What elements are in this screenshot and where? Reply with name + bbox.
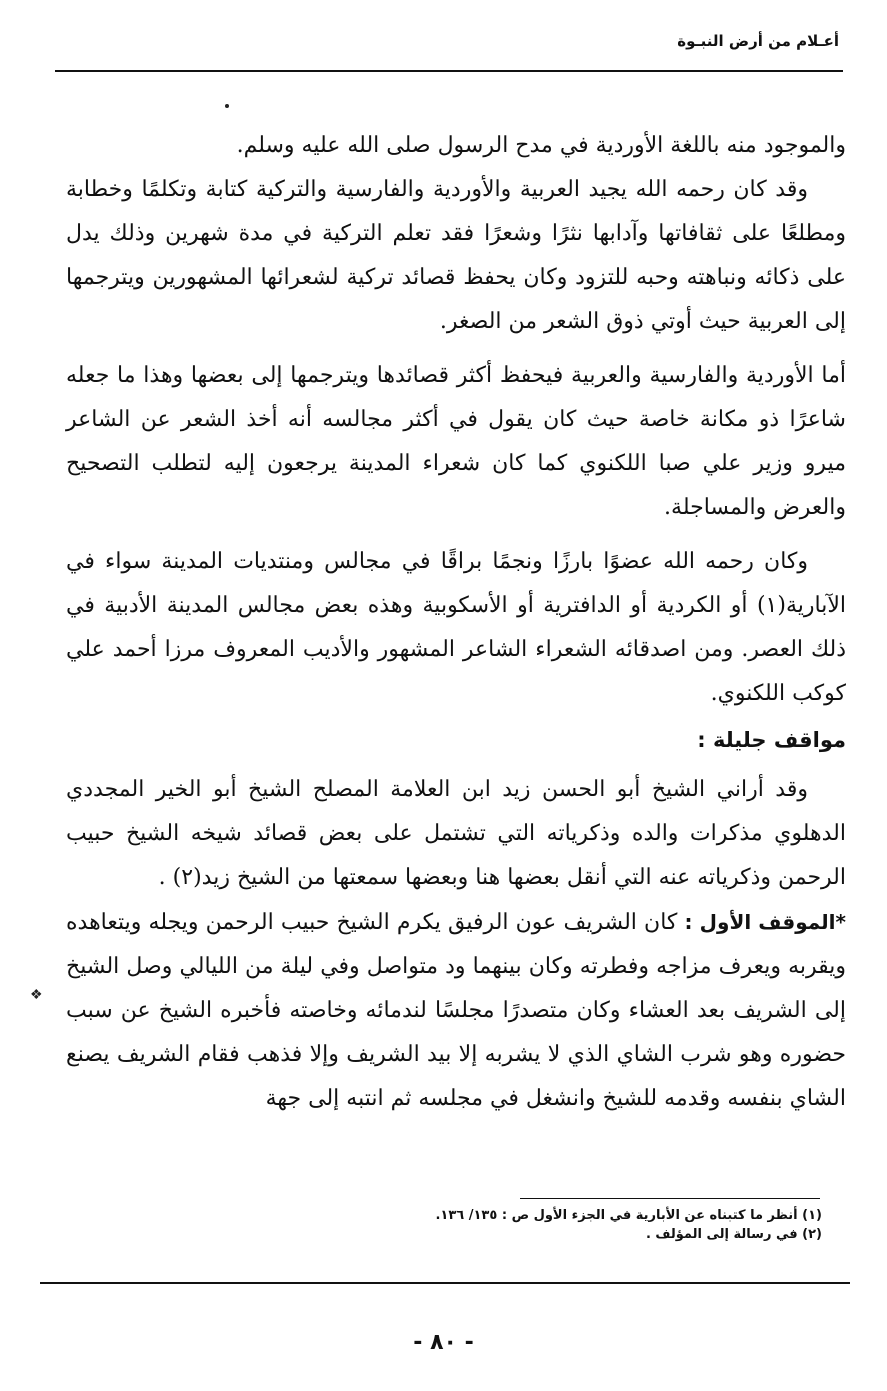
paragraph-2: وقد كان رحمه الله يجيد العربية والأوردية والفارسية والتركية كتابة وتكلمًا وخطابة ومطلعًا على ثقافاتها وآدابها نثرًا وشعرًا فقد تعلم التركية في مدة شهرين وذلك يدل على ذكائه ونباهته وحبه للتزود وكان يحفظ قصائد تركية لشعرائها المشهورين ويترجمها إلى العربية حيث أوتي ذوق الشعر من الصغر. [66, 177, 846, 334]
paragraph-3: أما الأوردية والفارسية والعربية فيحفظ أكثر قصائدها ويترجمها إلى بعضها وهذا ما جعله شاعرًا ذو مكانة خاصة حيث كان يقول في أكثر مجالسه أنه أخذ الشعر عن الشاعر ميرو وزير علي صبا اللكنوي كما كان شعراء المدينة يرجعون إليه لتطلب التصحيح والعرض والمساجلة. [66, 363, 846, 520]
margin-ink-mark: ❖ [30, 987, 43, 1003]
running-header: أعـلام من أرض النبـوة [677, 32, 839, 50]
footer-rule [40, 1282, 850, 1284]
page-body [66, 124, 846, 1121]
paragraph-4: وكان رحمه الله عضوًا بارزًا ونجمًا براقًا في مجالس ومنتديات المدينة سواء في الآبارية(١) أو الكردية أو الدافترية أو الأسكوبية وهذه بعض مجالس المدينة الأدبية في ذلك العصر. ومن اصدقائه الشعراء الشاعر المشهور والأديب المعروف مرزا أحمد علي كوكب اللكنوي. [66, 549, 846, 706]
footnote-2: (٢) في رسالة إلى المؤلف . [645, 1227, 822, 1242]
header-rule [55, 70, 843, 72]
first-position-label: *الموقف الأول : [684, 910, 846, 934]
footnote-rule [520, 1198, 820, 1199]
first-position-text: كان الشريف عون الرفيق يكرم الشيخ حبيب الرحمن ويجله ويتعاهده ويقربه ويعرف مزاجه وفطرته وكان بينهما ود متواصل وفي ليلة من الليالي وصل الشيخ إلى الشريف بعد العشاء وكان متصدرًا مجلسًا لندمائه وخاصته فأخبره الشيخ عن سبب حضوره وهو شرب الشاي الذي لا يشربه إلا بيد الشريف وإلا فذهب فقام الشريف يصنع الشاي بنفسه وقدمه للشيخ وانشغل في مجلسه ثم انتبه إلى جهة [66, 910, 846, 1111]
paragraph-6 [66, 900, 846, 1121]
paragraph-5: وقد أراني الشيخ أبو الحسن زيد ابن العلامة المصلح الشيخ أبو الخير المجددي الدهلوي مذكرات والده وذكرياته التي تشتمل على بعض قصائد شيخه الشيخ حبيب الرحمن وذكرياته عنه التي أنقل بعضها هنا وبعضها سمعتها من الشيخ زيد(٢) . [66, 777, 846, 890]
page-number: - ٨٠ - [413, 1330, 474, 1355]
section-heading: مواقف جليلة : [697, 728, 846, 752]
paragraph-1: والموجود منه باللغة الأوردية في مدح الرسول صلى الله عليه وسلم. [236, 133, 846, 158]
footnotes [60, 1206, 822, 1244]
stray-ink-dot [225, 104, 229, 108]
footnote-1: (١) أنظر ما كتبناه عن الأبارية في الجزء الأول ص : ١٣٥/ ١٣٦. [435, 1208, 822, 1223]
